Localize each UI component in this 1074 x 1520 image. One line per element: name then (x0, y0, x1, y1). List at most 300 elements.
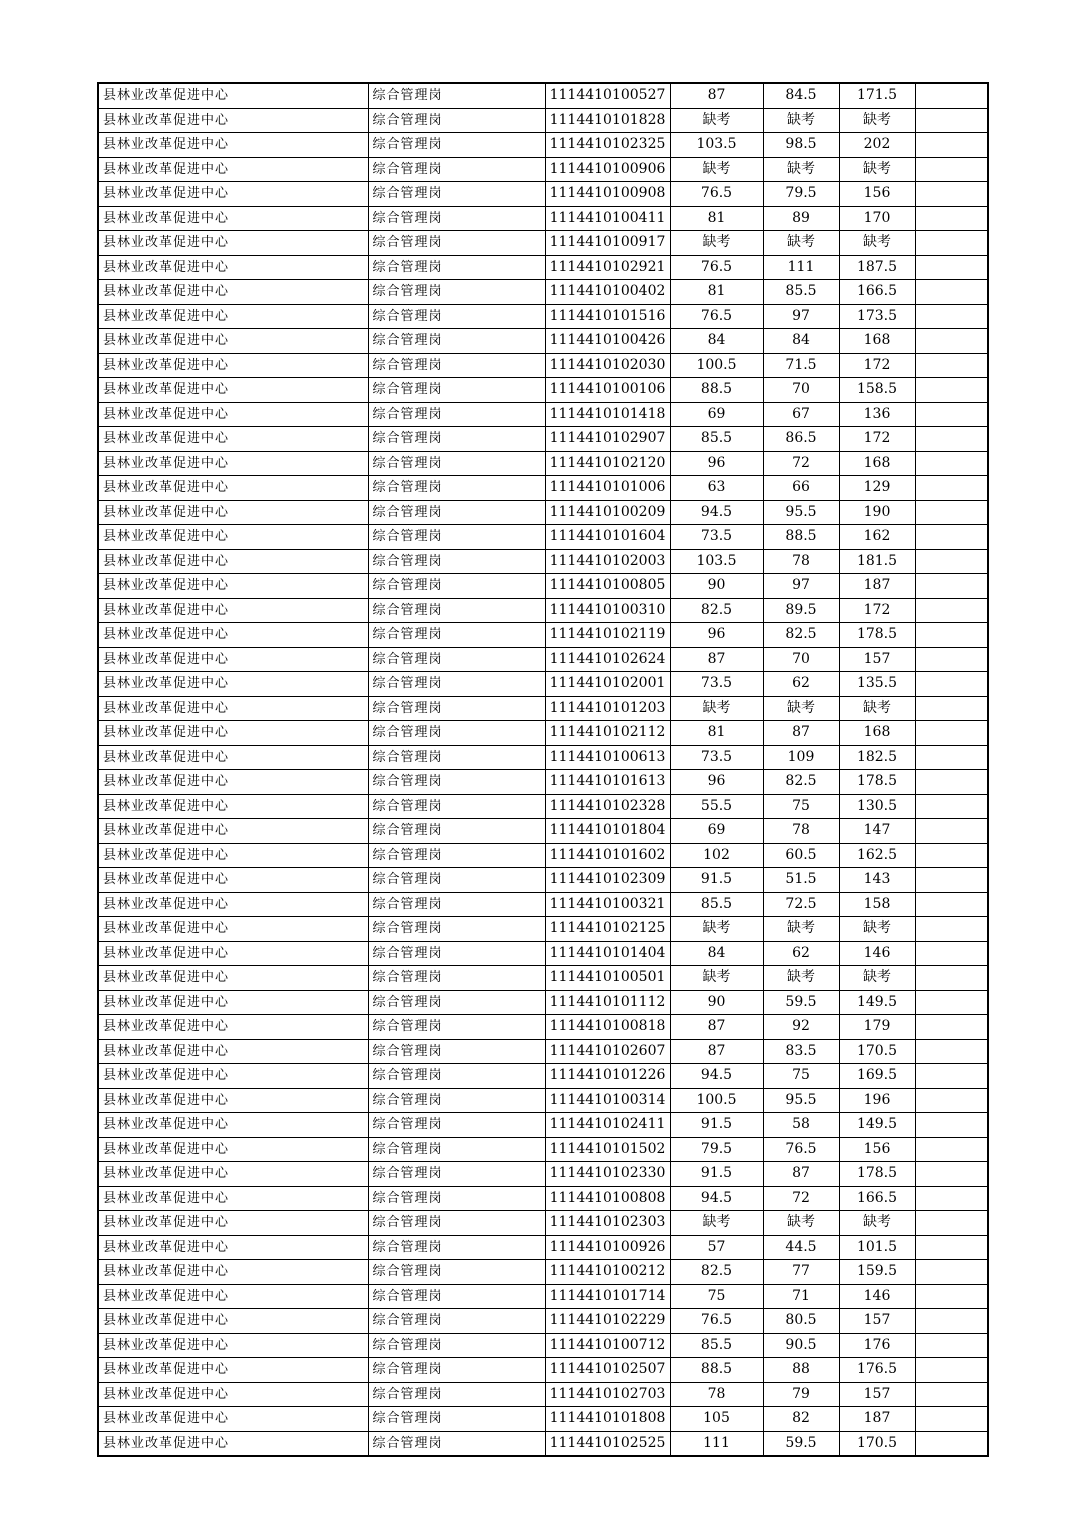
post-cell: 综合管理岗 (368, 206, 545, 231)
total-score-cell: 169.5 (839, 1064, 915, 1089)
score-1-cell: 76.5 (670, 1309, 763, 1334)
table-row (98, 1088, 988, 1113)
unit-cell: 县林业改革促进中心 (98, 598, 368, 623)
score-1-cell: 缺考 (670, 157, 763, 182)
note-cell (915, 1431, 988, 1456)
total-score-cell: 缺考 (839, 157, 915, 182)
score-1-cell: 76.5 (670, 304, 763, 329)
unit-cell: 县林业改革促进中心 (98, 721, 368, 746)
exam-id-cell: 1114410102703 (545, 1382, 670, 1407)
total-score-cell: 130.5 (839, 794, 915, 819)
post-cell: 综合管理岗 (368, 427, 545, 452)
exam-id-cell: 1114410100426 (545, 329, 670, 354)
total-score-cell: 172 (839, 353, 915, 378)
unit-cell: 县林业改革促进中心 (98, 182, 368, 207)
unit-cell: 县林业改革促进中心 (98, 843, 368, 868)
total-score-cell: 缺考 (839, 108, 915, 133)
post-cell: 综合管理岗 (368, 917, 545, 942)
exam-id-cell: 1114410100310 (545, 598, 670, 623)
exam-id-cell: 1114410101203 (545, 696, 670, 721)
score-2-cell: 75 (763, 1064, 839, 1089)
unit-cell: 县林业改革促进中心 (98, 1333, 368, 1358)
note-cell (915, 745, 988, 770)
post-cell: 综合管理岗 (368, 500, 545, 525)
note-cell (915, 133, 988, 158)
score-1-cell: 81 (670, 280, 763, 305)
post-cell: 综合管理岗 (368, 892, 545, 917)
exam-id-cell: 1114410101502 (545, 1137, 670, 1162)
note-cell (915, 280, 988, 305)
post-cell: 综合管理岗 (368, 574, 545, 599)
score-1-cell: 缺考 (670, 917, 763, 942)
exam-id-cell: 1114410100908 (545, 182, 670, 207)
unit-cell: 县林业改革促进中心 (98, 280, 368, 305)
table-row (98, 182, 988, 207)
score-2-cell: 88 (763, 1358, 839, 1383)
total-score-cell: 172 (839, 598, 915, 623)
note-cell (915, 378, 988, 403)
post-cell: 综合管理岗 (368, 647, 545, 672)
total-score-cell: 158.5 (839, 378, 915, 403)
note-cell (915, 451, 988, 476)
note-cell (915, 1358, 988, 1383)
exam-id-cell: 1114410102525 (545, 1431, 670, 1456)
total-score-cell: 172 (839, 427, 915, 452)
table-row (98, 1431, 988, 1456)
score-2-cell: 82.5 (763, 623, 839, 648)
table-row (98, 427, 988, 452)
total-score-cell: 178.5 (839, 770, 915, 795)
score-2-cell: 75 (763, 794, 839, 819)
score-1-cell: 63 (670, 476, 763, 501)
score-table-body (98, 83, 988, 1456)
score-2-cell: 89.5 (763, 598, 839, 623)
table-row (98, 157, 988, 182)
unit-cell: 县林业改革促进中心 (98, 1260, 368, 1285)
unit-cell: 县林业改革促进中心 (98, 647, 368, 672)
note-cell (915, 1333, 988, 1358)
total-score-cell: 135.5 (839, 672, 915, 697)
score-2-cell: 82.5 (763, 770, 839, 795)
total-score-cell: 146 (839, 941, 915, 966)
note-cell (915, 1284, 988, 1309)
score-1-cell: 73.5 (670, 745, 763, 770)
exam-id-cell: 1114410100501 (545, 966, 670, 991)
post-cell: 综合管理岗 (368, 819, 545, 844)
note-cell (915, 304, 988, 329)
note-cell (915, 402, 988, 427)
unit-cell: 县林业改革促进中心 (98, 696, 368, 721)
score-2-cell: 62 (763, 941, 839, 966)
exam-id-cell: 1114410102328 (545, 794, 670, 819)
table-row (98, 133, 988, 158)
score-1-cell: 缺考 (670, 1211, 763, 1236)
table-row (98, 1407, 988, 1432)
table-row (98, 108, 988, 133)
score-2-cell: 72.5 (763, 892, 839, 917)
table-row (98, 598, 988, 623)
table-row (98, 206, 988, 231)
note-cell (915, 206, 988, 231)
unit-cell: 县林业改革促进中心 (98, 1113, 368, 1138)
exam-id-cell: 1114410102303 (545, 1211, 670, 1236)
note-cell (915, 843, 988, 868)
post-cell: 综合管理岗 (368, 108, 545, 133)
table-row (98, 500, 988, 525)
table-row (98, 1333, 988, 1358)
unit-cell: 县林业改革促进中心 (98, 1407, 368, 1432)
score-table (97, 82, 989, 1457)
unit-cell: 县林业改革促进中心 (98, 1284, 368, 1309)
exam-id-cell: 1114410101404 (545, 941, 670, 966)
score-2-cell: 70 (763, 647, 839, 672)
table-row (98, 1015, 988, 1040)
table-row (98, 1284, 988, 1309)
total-score-cell: 170.5 (839, 1431, 915, 1456)
table-row (98, 745, 988, 770)
table-row (98, 402, 988, 427)
unit-cell: 县林业改革促进中心 (98, 1235, 368, 1260)
note-cell (915, 1064, 988, 1089)
unit-cell: 县林业改革促进中心 (98, 1064, 368, 1089)
total-score-cell: 176.5 (839, 1358, 915, 1383)
total-score-cell: 182.5 (839, 745, 915, 770)
score-1-cell: 缺考 (670, 696, 763, 721)
exam-id-cell: 1114410100106 (545, 378, 670, 403)
unit-cell: 县林业改革促进中心 (98, 819, 368, 844)
note-cell (915, 1407, 988, 1432)
exam-id-cell: 1114410101804 (545, 819, 670, 844)
total-score-cell: 166.5 (839, 280, 915, 305)
score-1-cell: 91.5 (670, 1162, 763, 1187)
table-row (98, 1064, 988, 1089)
table-row (98, 917, 988, 942)
post-cell: 综合管理岗 (368, 990, 545, 1015)
total-score-cell: 缺考 (839, 231, 915, 256)
exam-id-cell: 1114410101006 (545, 476, 670, 501)
unit-cell: 县林业改革促进中心 (98, 1309, 368, 1334)
score-2-cell: 71.5 (763, 353, 839, 378)
exam-id-cell: 1114410102112 (545, 721, 670, 746)
score-1-cell: 88.5 (670, 378, 763, 403)
table-row (98, 1186, 988, 1211)
score-1-cell: 87 (670, 647, 763, 672)
unit-cell: 县林业改革促进中心 (98, 427, 368, 452)
note-cell (915, 672, 988, 697)
post-cell: 综合管理岗 (368, 966, 545, 991)
total-score-cell: 136 (839, 402, 915, 427)
total-score-cell: 196 (839, 1088, 915, 1113)
post-cell: 综合管理岗 (368, 1137, 545, 1162)
score-2-cell: 缺考 (763, 966, 839, 991)
post-cell: 综合管理岗 (368, 1088, 545, 1113)
score-2-cell: 87 (763, 721, 839, 746)
exam-id-cell: 1114410101604 (545, 525, 670, 550)
note-cell (915, 598, 988, 623)
table-row (98, 990, 988, 1015)
unit-cell: 县林业改革促进中心 (98, 574, 368, 599)
note-cell (915, 525, 988, 550)
table-row (98, 1382, 988, 1407)
score-2-cell: 87 (763, 1162, 839, 1187)
post-cell: 综合管理岗 (368, 83, 545, 108)
score-1-cell: 100.5 (670, 1088, 763, 1113)
note-cell (915, 1137, 988, 1162)
total-score-cell: 179 (839, 1015, 915, 1040)
total-score-cell: 157 (839, 647, 915, 672)
score-2-cell: 缺考 (763, 1211, 839, 1236)
total-score-cell: 187.5 (839, 255, 915, 280)
exam-id-cell: 1114410102030 (545, 353, 670, 378)
exam-id-cell: 1114410100917 (545, 231, 670, 256)
table-row (98, 476, 988, 501)
score-2-cell: 72 (763, 1186, 839, 1211)
note-cell (915, 1113, 988, 1138)
unit-cell: 县林业改革促进中心 (98, 451, 368, 476)
post-cell: 综合管理岗 (368, 696, 545, 721)
note-cell (915, 647, 988, 672)
exam-id-cell: 1114410102229 (545, 1309, 670, 1334)
post-cell: 综合管理岗 (368, 255, 545, 280)
unit-cell: 县林业改革促进中心 (98, 917, 368, 942)
table-row (98, 1039, 988, 1064)
post-cell: 综合管理岗 (368, 672, 545, 697)
score-2-cell: 70 (763, 378, 839, 403)
table-row (98, 255, 988, 280)
score-2-cell: 82 (763, 1407, 839, 1432)
note-cell (915, 157, 988, 182)
exam-id-cell: 1114410100926 (545, 1235, 670, 1260)
note-cell (915, 1235, 988, 1260)
post-cell: 综合管理岗 (368, 378, 545, 403)
score-1-cell: 88.5 (670, 1358, 763, 1383)
table-row (98, 525, 988, 550)
score-2-cell: 97 (763, 574, 839, 599)
note-cell (915, 1309, 988, 1334)
post-cell: 综合管理岗 (368, 1162, 545, 1187)
score-2-cell: 缺考 (763, 108, 839, 133)
table-row (98, 794, 988, 819)
total-score-cell: 149.5 (839, 1113, 915, 1138)
exam-id-cell: 1114410100527 (545, 83, 670, 108)
unit-cell: 县林业改革促进中心 (98, 157, 368, 182)
exam-id-cell: 1114410100808 (545, 1186, 670, 1211)
post-cell: 综合管理岗 (368, 721, 545, 746)
unit-cell: 县林业改革促进中心 (98, 83, 368, 108)
score-1-cell: 85.5 (670, 427, 763, 452)
note-cell (915, 329, 988, 354)
score-1-cell: 82.5 (670, 1260, 763, 1285)
score-2-cell: 79 (763, 1382, 839, 1407)
note-cell (915, 83, 988, 108)
table-row (98, 623, 988, 648)
score-1-cell: 94.5 (670, 500, 763, 525)
table-row (98, 721, 988, 746)
total-score-cell: 170 (839, 206, 915, 231)
score-2-cell: 缺考 (763, 696, 839, 721)
note-cell (915, 427, 988, 452)
table-row (98, 1113, 988, 1138)
score-2-cell: 84 (763, 329, 839, 354)
score-2-cell: 111 (763, 255, 839, 280)
exam-id-cell: 1114410102330 (545, 1162, 670, 1187)
post-cell: 综合管理岗 (368, 941, 545, 966)
note-cell (915, 1382, 988, 1407)
table-row (98, 329, 988, 354)
exam-id-cell: 1114410101112 (545, 990, 670, 1015)
table-row (98, 231, 988, 256)
unit-cell: 县林业改革促进中心 (98, 500, 368, 525)
score-2-cell: 79.5 (763, 182, 839, 207)
score-1-cell: 缺考 (670, 966, 763, 991)
score-2-cell: 72 (763, 451, 839, 476)
note-cell (915, 770, 988, 795)
score-2-cell: 85.5 (763, 280, 839, 305)
total-score-cell: 162.5 (839, 843, 915, 868)
score-2-cell: 44.5 (763, 1235, 839, 1260)
table-row (98, 966, 988, 991)
unit-cell: 县林业改革促进中心 (98, 770, 368, 795)
score-1-cell: 87 (670, 83, 763, 108)
unit-cell: 县林业改革促进中心 (98, 525, 368, 550)
table-row (98, 647, 988, 672)
post-cell: 综合管理岗 (368, 1039, 545, 1064)
total-score-cell: 158 (839, 892, 915, 917)
post-cell: 综合管理岗 (368, 598, 545, 623)
post-cell: 综合管理岗 (368, 770, 545, 795)
exam-id-cell: 1114410100712 (545, 1333, 670, 1358)
score-1-cell: 75 (670, 1284, 763, 1309)
unit-cell: 县林业改革促进中心 (98, 402, 368, 427)
total-score-cell: 缺考 (839, 1211, 915, 1236)
score-2-cell: 58 (763, 1113, 839, 1138)
total-score-cell: 178.5 (839, 1162, 915, 1187)
total-score-cell: 156 (839, 182, 915, 207)
unit-cell: 县林业改革促进中心 (98, 1039, 368, 1064)
post-cell: 综合管理岗 (368, 1015, 545, 1040)
note-cell (915, 1039, 988, 1064)
score-1-cell: 73.5 (670, 525, 763, 550)
score-1-cell: 81 (670, 206, 763, 231)
exam-id-cell: 1114410101808 (545, 1407, 670, 1432)
score-1-cell: 85.5 (670, 892, 763, 917)
exam-id-cell: 1114410101226 (545, 1064, 670, 1089)
score-1-cell: 87 (670, 1039, 763, 1064)
score-1-cell: 94.5 (670, 1064, 763, 1089)
exam-id-cell: 1114410102125 (545, 917, 670, 942)
unit-cell: 县林业改革促进中心 (98, 990, 368, 1015)
total-score-cell: 190 (839, 500, 915, 525)
exam-id-cell: 1114410101828 (545, 108, 670, 133)
total-score-cell: 159.5 (839, 1260, 915, 1285)
table-row (98, 1358, 988, 1383)
total-score-cell: 缺考 (839, 966, 915, 991)
post-cell: 综合管理岗 (368, 133, 545, 158)
score-1-cell: 90 (670, 990, 763, 1015)
note-cell (915, 1211, 988, 1236)
total-score-cell: 181.5 (839, 549, 915, 574)
score-2-cell: 90.5 (763, 1333, 839, 1358)
unit-cell: 县林业改革促进中心 (98, 255, 368, 280)
score-2-cell: 89 (763, 206, 839, 231)
exam-id-cell: 1114410101714 (545, 1284, 670, 1309)
post-cell: 综合管理岗 (368, 1284, 545, 1309)
table-row (98, 83, 988, 108)
total-score-cell: 171.5 (839, 83, 915, 108)
exam-id-cell: 1114410102119 (545, 623, 670, 648)
score-1-cell: 100.5 (670, 353, 763, 378)
post-cell: 综合管理岗 (368, 843, 545, 868)
score-2-cell: 97 (763, 304, 839, 329)
score-1-cell: 81 (670, 721, 763, 746)
exam-id-cell: 1114410100805 (545, 574, 670, 599)
total-score-cell: 157 (839, 1382, 915, 1407)
score-1-cell: 84 (670, 941, 763, 966)
total-score-cell: 170.5 (839, 1039, 915, 1064)
post-cell: 综合管理岗 (368, 353, 545, 378)
score-1-cell: 96 (670, 451, 763, 476)
note-cell (915, 1260, 988, 1285)
unit-cell: 县林业改革促进中心 (98, 1431, 368, 1456)
total-score-cell: 176 (839, 1333, 915, 1358)
note-cell (915, 1088, 988, 1113)
note-cell (915, 794, 988, 819)
score-1-cell: 69 (670, 402, 763, 427)
unit-cell: 县林业改革促进中心 (98, 353, 368, 378)
score-1-cell: 84 (670, 329, 763, 354)
exam-id-cell: 1114410102120 (545, 451, 670, 476)
post-cell: 综合管理岗 (368, 1431, 545, 1456)
total-score-cell: 101.5 (839, 1235, 915, 1260)
score-1-cell: 90 (670, 574, 763, 599)
unit-cell: 县林业改革促进中心 (98, 672, 368, 697)
exam-id-cell: 1114410102907 (545, 427, 670, 452)
note-cell (915, 941, 988, 966)
exam-id-cell: 1114410102921 (545, 255, 670, 280)
note-cell (915, 255, 988, 280)
post-cell: 综合管理岗 (368, 623, 545, 648)
unit-cell: 县林业改革促进中心 (98, 1162, 368, 1187)
exam-id-cell: 1114410100402 (545, 280, 670, 305)
table-row (98, 304, 988, 329)
score-2-cell: 83.5 (763, 1039, 839, 1064)
score-2-cell: 78 (763, 549, 839, 574)
unit-cell: 县林业改革促进中心 (98, 1088, 368, 1113)
total-score-cell: 146 (839, 1284, 915, 1309)
note-cell (915, 353, 988, 378)
score-2-cell: 缺考 (763, 157, 839, 182)
total-score-cell: 149.5 (839, 990, 915, 1015)
unit-cell: 县林业改革促进中心 (98, 476, 368, 501)
score-2-cell: 缺考 (763, 231, 839, 256)
score-1-cell: 103.5 (670, 549, 763, 574)
unit-cell: 县林业改革促进中心 (98, 133, 368, 158)
unit-cell: 县林业改革促进中心 (98, 1137, 368, 1162)
score-1-cell: 96 (670, 623, 763, 648)
score-2-cell: 缺考 (763, 917, 839, 942)
total-score-cell: 168 (839, 329, 915, 354)
total-score-cell: 缺考 (839, 696, 915, 721)
score-1-cell: 91.5 (670, 868, 763, 893)
table-row (98, 696, 988, 721)
post-cell: 综合管理岗 (368, 525, 545, 550)
post-cell: 综合管理岗 (368, 1407, 545, 1432)
table-row (98, 280, 988, 305)
total-score-cell: 156 (839, 1137, 915, 1162)
unit-cell: 县林业改革促进中心 (98, 378, 368, 403)
post-cell: 综合管理岗 (368, 794, 545, 819)
score-1-cell: 57 (670, 1235, 763, 1260)
